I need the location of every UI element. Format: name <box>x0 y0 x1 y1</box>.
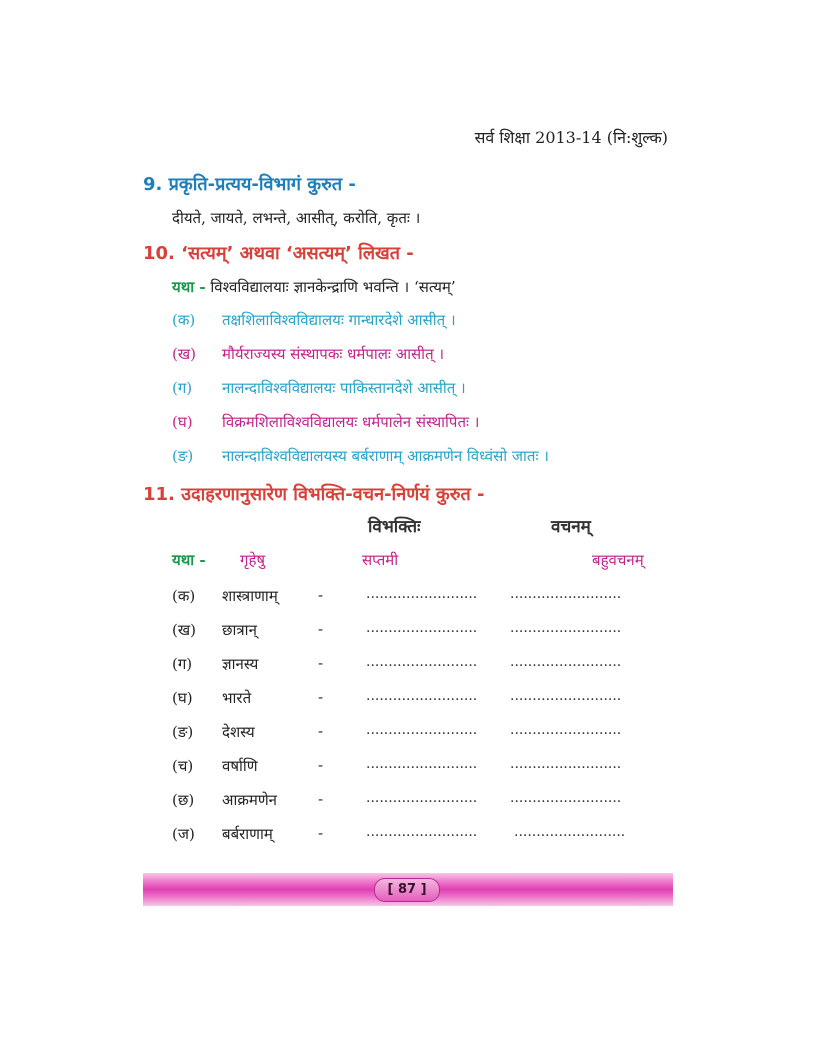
row-dash: - <box>318 722 324 740</box>
page-header: सर्व शिक्षा 2013-14 (नि:शुल्क) <box>474 128 668 147</box>
row-label: (ज) <box>172 825 195 843</box>
question-11-heading: 11. उदाहरणानुसारेण विभक्ति-वचन-निर्णयं कुरुत - <box>143 484 485 505</box>
example-text: विश्वविद्यालयाः ज्ञानकेन्द्राणि भवन्ति । ‘सत्यम्’ <box>210 278 456 296</box>
q10-item <box>172 446 549 466</box>
row-word: देशस्य <box>222 723 255 741</box>
row-label: (ङ) <box>172 723 194 741</box>
item-label: (ख) <box>172 345 196 363</box>
row-label: (क) <box>172 587 196 605</box>
item-text: नालन्दाविश्वविद्यालयः पाकिस्तानदेशे आसीत् । <box>222 379 466 397</box>
row-word: छात्रान् <box>222 621 257 639</box>
row-dash: - <box>318 620 324 638</box>
row-blank-vachan: ......................... <box>510 756 622 772</box>
row-word: वर्षाणि <box>222 757 258 775</box>
q11-example <box>172 550 206 570</box>
example-label: यथा - <box>172 551 206 569</box>
item-text: मौर्यराज्यस्य संस्थापकः धर्मपालः आसीत् । <box>222 345 445 363</box>
row-word: आक्रमणेन <box>222 791 277 809</box>
q10-item <box>172 378 466 398</box>
item-label: (ङ) <box>172 447 194 465</box>
example-vachan: बहुवचनम् <box>592 551 644 569</box>
row-word: भारते <box>222 689 252 707</box>
row-word: ज्ञानस्य <box>222 655 259 673</box>
row-label: (घ) <box>172 689 193 707</box>
row-blank-vibhakti: ......................... <box>366 824 478 840</box>
row-dash: - <box>318 654 324 672</box>
row-blank-vibhakti: ......................... <box>366 756 478 772</box>
row-blank-vibhakti: ......................... <box>366 790 478 806</box>
item-label: (घ) <box>172 413 193 431</box>
page-number: [ 87 ] <box>374 878 440 902</box>
question-10-example <box>172 277 456 297</box>
column-vachan: वचनम् <box>551 517 591 537</box>
row-blank-vachan: ......................... <box>514 824 626 840</box>
row-blank-vachan: ......................... <box>510 790 622 806</box>
example-vibhakti: सप्तमी <box>362 551 399 569</box>
item-label: (क) <box>172 311 196 329</box>
row-blank-vibhakti: ......................... <box>366 586 478 602</box>
row-blank-vachan: ......................... <box>510 722 622 738</box>
row-dash: - <box>318 824 324 842</box>
item-label: (ग) <box>172 379 193 397</box>
example-word: गृहेषु <box>240 551 266 569</box>
row-dash: - <box>318 756 324 774</box>
q10-item <box>172 412 479 432</box>
row-blank-vibhakti: ......................... <box>366 688 478 704</box>
row-word: शास्त्राणाम् <box>222 587 278 605</box>
item-text: तक्षशिलाविश्वविद्यालयः गान्धारदेशे आसीत् । <box>222 311 456 329</box>
row-label: (ग) <box>172 655 193 673</box>
q10-item <box>172 344 444 364</box>
item-text: नालन्दाविश्वविद्यालयस्य बर्बराणाम् आक्रमणेन विध्वंसो जातः । <box>222 447 549 465</box>
row-label: (छ) <box>172 791 195 809</box>
q10-item <box>172 310 456 330</box>
question-9-heading: 9. प्रकृति-प्रत्यय-विभागं कुरुत - <box>143 174 356 195</box>
question-10-heading: 10. ‘सत्यम्’ अथवा ‘असत्यम्’ लिखत - <box>143 243 414 264</box>
row-blank-vibhakti: ......................... <box>366 654 478 670</box>
row-label: (च) <box>172 757 194 775</box>
row-blank-vachan: ......................... <box>510 688 622 704</box>
item-text: विक्रमशिलाविश्वविद्यालयः धर्मपालेन संस्थापितः । <box>222 413 480 431</box>
question-9-words: दीयते, जायते, लभन्ते, आसीत्, करोति, कृतः । <box>172 209 421 227</box>
row-dash: - <box>318 688 324 706</box>
row-blank-vachan: ......................... <box>510 586 622 602</box>
row-word: बर्बराणाम् <box>222 825 273 843</box>
row-dash: - <box>318 586 324 604</box>
example-label: यथा - <box>172 278 206 296</box>
column-vibhakti: विभक्तिः <box>368 517 421 537</box>
row-blank-vachan: ......................... <box>510 654 622 670</box>
row-blank-vachan: ......................... <box>510 620 622 636</box>
row-label: (ख) <box>172 621 196 639</box>
row-dash: - <box>318 790 324 808</box>
row-blank-vibhakti: ......................... <box>366 722 478 738</box>
row-blank-vibhakti: ......................... <box>366 620 478 636</box>
